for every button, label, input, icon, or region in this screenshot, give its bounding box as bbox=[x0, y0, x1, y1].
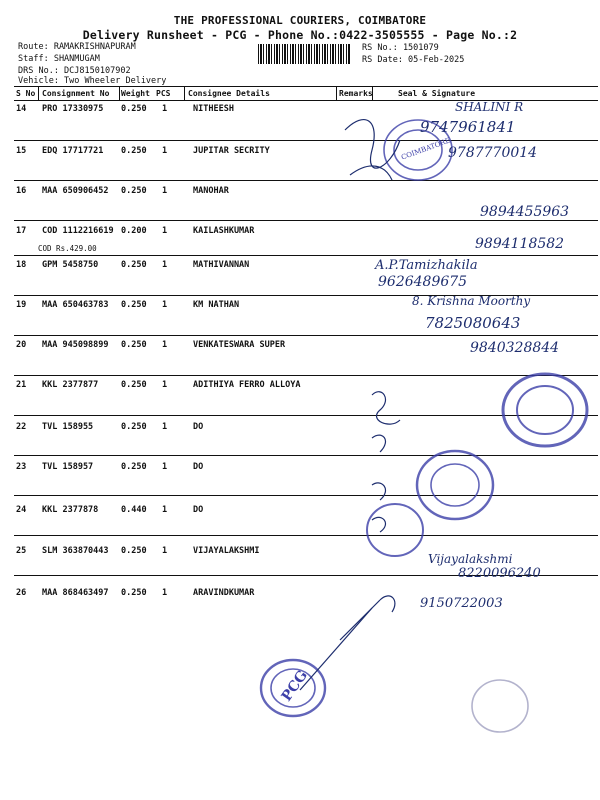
row-consignee: KAILASHKUMAR bbox=[193, 226, 255, 236]
vehicle-label: Vehicle: Two Wheeler Delivery bbox=[18, 76, 167, 86]
row-consignment-no: GPM 5458750 bbox=[42, 260, 99, 270]
row-sno: 15 bbox=[16, 146, 27, 156]
row-sno: 20 bbox=[16, 340, 27, 350]
signature-phone: 9894118582 bbox=[475, 236, 565, 252]
seal-stamp-label: COIMBATORE bbox=[400, 136, 452, 162]
row-sno: 23 bbox=[16, 462, 27, 472]
row-sno: 14 bbox=[16, 104, 27, 114]
row-weight: 0.250 bbox=[121, 588, 147, 598]
row-weight: 0.250 bbox=[121, 462, 147, 472]
row-consignee: NITHEESH bbox=[193, 104, 234, 114]
runsheet-subtitle: Delivery Runsheet - PCG - Phone No.:0422-3505555 - Page No.:2 bbox=[82, 28, 518, 42]
row-pcs: 1 bbox=[162, 104, 168, 114]
row-weight: 0.250 bbox=[121, 186, 147, 196]
row-sno: 24 bbox=[16, 505, 27, 515]
col-header-pcs: PCS bbox=[156, 89, 171, 98]
row-sno: 26 bbox=[16, 588, 27, 598]
row-weight: 0.200 bbox=[121, 226, 147, 236]
row-consignment-no: EDQ 17717721 bbox=[42, 146, 104, 156]
row-consignment-no: KKL 2377877 bbox=[42, 380, 99, 390]
cod-amount: COD Rs.429.00 bbox=[38, 244, 97, 253]
row-consignee: ARAVINDKUMAR bbox=[193, 588, 255, 598]
row-consignment-no: KKL 2377878 bbox=[42, 505, 99, 515]
row-consignee: DO bbox=[193, 422, 204, 432]
row-consignment-no: MAA 650463783 bbox=[42, 300, 109, 310]
col-header-remarks: Remarks bbox=[339, 89, 373, 98]
signature-name: A.P.Tamizhakila bbox=[375, 258, 478, 273]
signature-phone: 9747961841 bbox=[420, 118, 516, 136]
col-header-signature: Seal & Signature bbox=[398, 89, 476, 98]
row-weight: 0.250 bbox=[121, 300, 147, 310]
row-weight: 0.250 bbox=[121, 146, 147, 156]
row-sno: 25 bbox=[16, 546, 27, 556]
drs-number: DRS No.: DCJ8150107902 bbox=[18, 66, 131, 76]
signature-phone: 9787770014 bbox=[448, 145, 538, 161]
row-weight: 0.250 bbox=[121, 104, 147, 114]
row-pcs: 1 bbox=[162, 226, 168, 236]
row-pcs: 1 bbox=[162, 300, 168, 310]
signature-phone: 9626489675 bbox=[378, 274, 468, 290]
row-consignment-no: COD 1112216619 bbox=[42, 226, 114, 236]
staff-label: Staff: SHANMUGAM bbox=[18, 54, 100, 64]
row-consignee: JUPITAR SECRITY bbox=[193, 146, 270, 156]
row-consignee: MANOHAR bbox=[193, 186, 229, 196]
row-weight: 0.440 bbox=[121, 505, 147, 515]
col-header-consignee: Consignee Details bbox=[188, 89, 270, 98]
row-sno: 19 bbox=[16, 300, 27, 310]
signature-name: SHALINI R bbox=[455, 100, 524, 114]
row-pcs: 1 bbox=[162, 260, 168, 270]
row-consignee: ADITHIYA FERRO ALLOYA bbox=[193, 380, 301, 390]
row-sno: 21 bbox=[16, 380, 27, 390]
col-header-sno: S No bbox=[16, 89, 36, 98]
rs-number: RS No.: 1501079 bbox=[362, 43, 439, 53]
row-pcs: 1 bbox=[162, 340, 168, 350]
rs-date: RS Date: 05-Feb-2025 bbox=[362, 55, 465, 65]
row-sno: 17 bbox=[16, 226, 27, 236]
row-consignment-no: MAA 868463497 bbox=[42, 588, 109, 598]
row-consignee: MATHIVANNAN bbox=[193, 260, 250, 270]
signature-name: Vijayalakshmi bbox=[428, 552, 513, 566]
signature-phone: 9894455963 bbox=[480, 204, 570, 220]
row-weight: 0.250 bbox=[121, 380, 147, 390]
row-pcs: 1 bbox=[162, 588, 168, 598]
row-weight: 0.250 bbox=[121, 546, 147, 556]
row-consignee: DO bbox=[193, 462, 204, 472]
company-title: THE PROFESSIONAL COURIERS, COIMBATORE bbox=[173, 14, 427, 27]
signature-phone: 7825080643 bbox=[425, 314, 521, 332]
row-weight: 0.250 bbox=[121, 340, 147, 350]
row-weight: 0.250 bbox=[121, 260, 147, 270]
scribble bbox=[345, 120, 400, 169]
row-consignee: DO bbox=[193, 505, 204, 515]
faint-stamp bbox=[472, 680, 528, 732]
row-consignment-no: TVL 158957 bbox=[42, 462, 94, 472]
row-pcs: 1 bbox=[162, 422, 168, 432]
row-pcs: 1 bbox=[162, 186, 168, 196]
row-sno: 22 bbox=[16, 422, 27, 432]
row-pcs: 1 bbox=[162, 380, 168, 390]
row-sno: 18 bbox=[16, 260, 27, 270]
row-pcs: 1 bbox=[162, 546, 168, 556]
row-weight: 0.250 bbox=[121, 422, 147, 432]
row-consignment-no: TVL 158955 bbox=[42, 422, 94, 432]
row-consignment-no: MAA 945098899 bbox=[42, 340, 109, 350]
row-sno: 16 bbox=[16, 186, 27, 196]
row-consignee: VENKATESWARA SUPER bbox=[193, 340, 286, 350]
signature-phone: 9150722003 bbox=[420, 596, 503, 611]
seal-stamp bbox=[417, 451, 493, 519]
col-header-weight: Weight bbox=[121, 89, 150, 98]
row-consignee: KM NATHAN bbox=[193, 300, 240, 310]
col-header-consignment: Consignment No bbox=[42, 89, 110, 98]
row-consignment-no: PRO 17330975 bbox=[42, 104, 104, 114]
row-consignment-no: MAA 650906452 bbox=[42, 186, 109, 196]
row-pcs: 1 bbox=[162, 462, 168, 472]
signature-phone: 8220096240 bbox=[458, 566, 541, 581]
seal-stamp bbox=[503, 374, 587, 446]
seal-stamp bbox=[367, 504, 423, 556]
row-pcs: 1 bbox=[162, 505, 168, 515]
row-consignee: VIJAYALAKSHMI bbox=[193, 546, 260, 556]
route-label: Route: RAMAKRISHNAPURAM bbox=[18, 42, 136, 52]
pcg-stamp-label: PCG bbox=[278, 667, 312, 705]
signature-name: 8. Krishna Moorthy bbox=[412, 294, 531, 308]
row-consignment-no: SLM 363870443 bbox=[42, 546, 109, 556]
row-pcs: 1 bbox=[162, 146, 168, 156]
signature-phone: 9840328844 bbox=[470, 340, 560, 356]
